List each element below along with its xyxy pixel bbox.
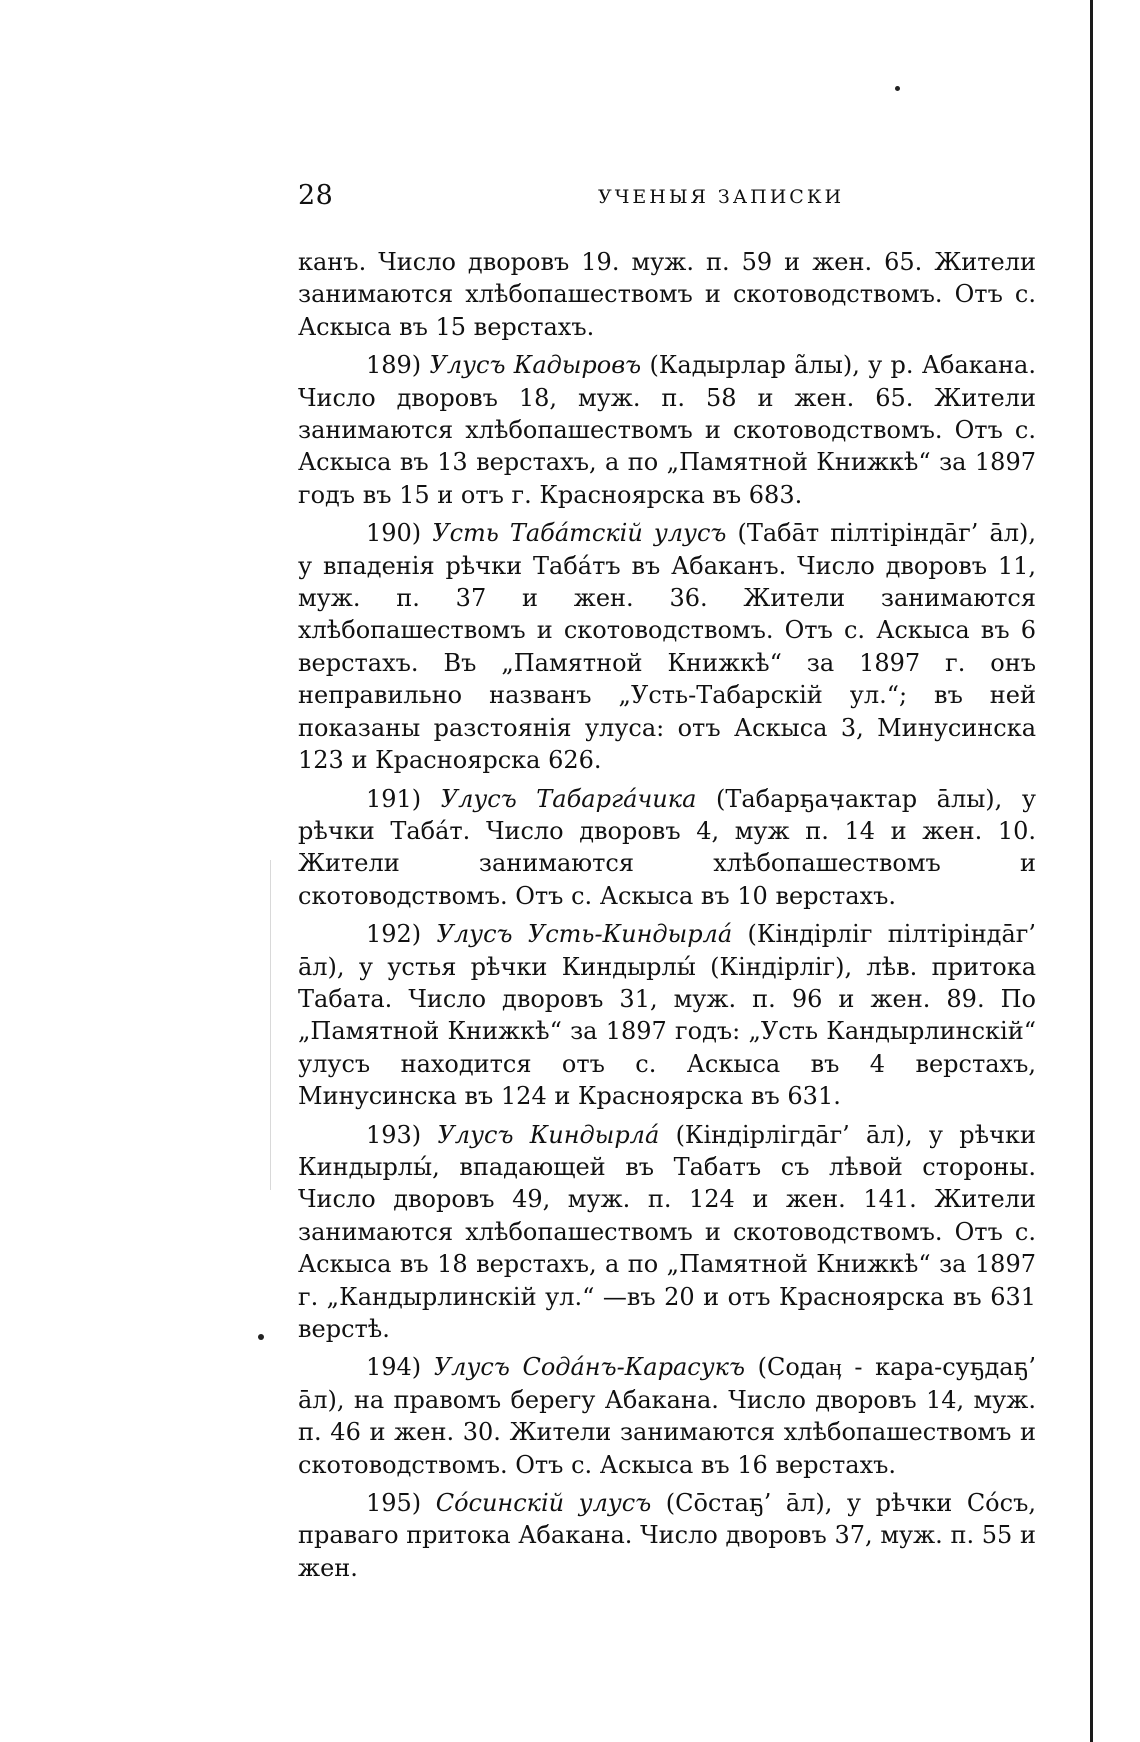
entry-189 xyxy=(298,349,1036,511)
entry-name: Улусъ Содáнъ-Карасукъ xyxy=(433,1353,745,1382)
entry-number: 190) xyxy=(366,519,422,548)
speck-left-margin xyxy=(258,1334,264,1340)
entry-number: 192) xyxy=(366,920,422,949)
running-title: УЧЕНЫЯ ЗАПИСКИ xyxy=(598,186,845,208)
body-text xyxy=(298,246,1036,1584)
entry-number: 195) xyxy=(366,1489,422,1518)
page-header xyxy=(298,180,1038,216)
entry-name: Улусъ Киндырлá xyxy=(437,1120,660,1149)
entry-192 xyxy=(298,918,1036,1112)
entry-name: Улусъ Усть-Киндырлá xyxy=(436,920,733,949)
entry-number: 189) xyxy=(366,351,422,380)
entry-number: 194) xyxy=(366,1353,422,1382)
margin-shadow-line xyxy=(270,860,271,1190)
entry-193 xyxy=(298,1119,1036,1346)
page-edge-rule xyxy=(1090,0,1093,1742)
entry-number: 191) xyxy=(366,784,422,813)
entry-name: Улусъ Табаргáчика xyxy=(440,784,697,813)
entry-text: (Табāт пiлтiрiндāг’ āл), у впаденія рѣчки Табáтъ въ Абаканъ. Число дворовъ 11, муж. п. 37 и жен. 36. Жители занимаются хлѣбопашествомъ и скотоводствомъ. Отъ с. Аскыса въ 6 верстахъ. Въ „Памятной Книжкѣ“ за 1897 г. онъ неправильно названъ „Усть-Табарскій ул.“; въ ней показаны разстоянія улуса: отъ Аскыса 3, Минусинска 123 и Красноярска 626. xyxy=(298,519,1036,775)
entry-name: Улусъ Кадыровъ xyxy=(429,351,642,380)
entry-text: (Табарҕаӌактар āлы), у рѣчки Табáт. Число дворовъ 4, муж п. 14 и жен. 10. Жители занимаются хлѣбопашествомъ и скотоводствомъ. Отъ с. Аскыса въ 10 верстахъ. xyxy=(298,784,1036,910)
paragraph-text: канъ. Число дворовъ 19. муж. п. 59 и жен. 65. Жители занимаются хлѣбопашествомъ и скотоводствомъ. Отъ с. Аскыса въ 15 верстахъ. xyxy=(298,248,1036,341)
entry-text: (Содаӊ - кара-суҕдаҕ’ āл), на правомъ берегу Абакана. Число дворовъ 14, муж. п. 46 и жен. 30. Жители занимаются хлѣбопашествомъ и скотоводствомъ. Отъ с. Аскыса въ 16 верстахъ. xyxy=(298,1353,1036,1479)
entry-195 xyxy=(298,1487,1036,1584)
entry-text: (Кiндiрлiгдāг’ āл), у рѣчки Киндырлы́, впадающей въ Табатъ съ лѣвой стороны. Число дворовъ 49, муж. п. 124 и жен. 141. Жители занимаются хлѣбопашествомъ и скотоводствомъ. Отъ с. Аскыса въ 18 верстахъ, а по „Памятной Книжкѣ“ за 1897 г. „Кандырлинскій ул.“ —въ 20 и отъ Красноярска въ 631 верстѣ. xyxy=(298,1120,1036,1343)
entry-194 xyxy=(298,1351,1036,1481)
page-number: 28 xyxy=(298,180,334,211)
entry-text: (Кiндiрлiг пiлтiрiндāг’ āл), у устья рѣчки Киндырлы́ (Кiндiрлiг), лѣв. притока Табата. Число дворовъ 31, муж. п. 96 и жен. 89. По „Памятной Книжкѣ“ за 1897 годъ: „Усть Кандырлинскій“ улусъ находится отъ с. Аскыса въ 4 верстахъ, Минусинска въ 124 и Красноярска въ 631. xyxy=(298,920,1036,1111)
entry-text: (Кадырлар ãлы), у р. Абакана. Число дворовъ 18, муж. п. 58 и жен. 65. Жители занимаются хлѣбопашествомъ и скотоводствомъ. Отъ с. Аскыса въ 13 верстахъ, а по „Памятной Книжкѣ“ за 1897 годъ въ 15 и отъ г. Красноярска въ 683. xyxy=(298,351,1036,509)
paragraph-continuation xyxy=(298,246,1036,343)
entry-name: Усть Табáтскій улусъ xyxy=(432,519,727,548)
entry-number: 193) xyxy=(366,1120,422,1149)
entry-190 xyxy=(298,517,1036,776)
entry-text: (Сōстаҕ’ āл), у рѣчки Сóсъ, праваго притока Абакана. Число дворовъ 37, муж. п. 55 и жен. xyxy=(298,1489,1036,1582)
speck-top-right xyxy=(895,86,900,91)
entry-191 xyxy=(298,783,1036,913)
entry-name: Сóсинскій улусъ xyxy=(435,1489,652,1518)
